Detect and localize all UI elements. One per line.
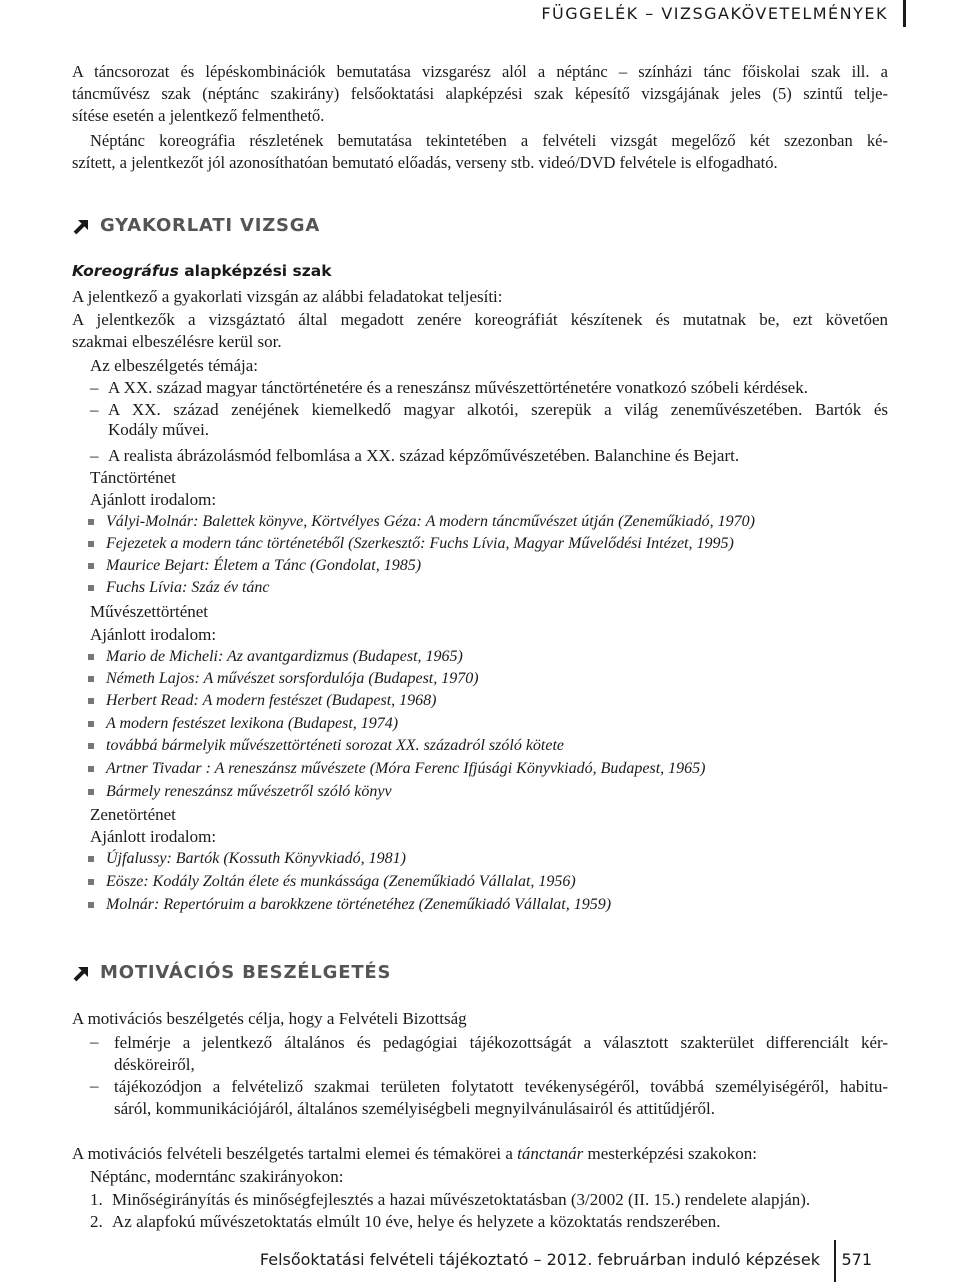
text-line: désköreiről, bbox=[114, 1055, 195, 1074]
text-line: A jelentkezők a vizsgáztató által megadott zenére koreográfiát készítenek és mutatnak be, ezt követően bbox=[72, 310, 888, 329]
emphasis: tánctanár bbox=[517, 1144, 584, 1163]
page-footer bbox=[0, 1236, 960, 1281]
bullet-square-icon bbox=[88, 654, 94, 660]
section-heading-gyakorlati bbox=[72, 215, 320, 236]
reading-text: Maurice Bejart: Életem a Tánc (Gondolat, 1985) bbox=[106, 557, 422, 574]
reading-text: Vályi-Molnár: Balettek könyve, Körtvélyes Géza: A modern táncművészet útján (Zeneműkiadó, 1970) bbox=[106, 513, 756, 530]
reading-item bbox=[88, 850, 406, 868]
text-line: sítése esetén a jelentkező felmenthető. bbox=[72, 106, 325, 125]
reading-item bbox=[88, 783, 392, 801]
reading-item bbox=[88, 896, 611, 914]
motivation-intro: A motivációs beszélgetés célja, hogy a Felvételi Bizottság bbox=[72, 1009, 467, 1028]
section-heading-motivacios bbox=[72, 962, 391, 983]
reading-text: A modern festészet lexikona (Budapest, 1974) bbox=[106, 715, 399, 732]
program-subheading bbox=[72, 262, 332, 280]
topic-item: A realista ábrázolásmód felbomlása a XX. század képzőművészetében. Balanchine és Bejart. bbox=[108, 446, 740, 465]
reading-label: Ajánlott irodalom: bbox=[90, 827, 217, 846]
intro-paragraph-1 bbox=[72, 61, 888, 127]
subject-title: Művészettörténet bbox=[90, 602, 209, 621]
text-line: táncművész szak (néptánc szakirány) felsőoktatási alapképzési szak képesítő vizsgájának jeles (5) szintű telje- bbox=[72, 84, 888, 103]
dash-marker: – bbox=[90, 1076, 99, 1095]
item-number: 2. bbox=[90, 1212, 103, 1231]
bullet-square-icon bbox=[88, 766, 94, 772]
dash-marker: – bbox=[90, 400, 99, 419]
text-line: tájékozódjon a felvételiző szakmai területen folytatott tevékenységéről, továbbá személyiségéről, habitu- bbox=[114, 1077, 888, 1096]
intro-paragraph-2 bbox=[72, 130, 888, 174]
goal-item bbox=[114, 1032, 888, 1076]
text-line: Néptánc koreográfia részletének bemutatása tekintetében a felvételi vizsgát megelőző két szezonban ké- bbox=[90, 131, 888, 150]
reading-item bbox=[88, 648, 463, 666]
bullet-square-icon bbox=[88, 585, 94, 591]
bullet-square-icon bbox=[88, 698, 94, 704]
reading-item bbox=[88, 513, 755, 531]
reading-text: Mario de Micheli: Az avantgardizmus (Budapest, 1965) bbox=[106, 648, 463, 665]
bullet-square-icon bbox=[88, 676, 94, 682]
reading-label: Ajánlott irodalom: bbox=[90, 490, 217, 509]
topic-item: A XX. század magyar tánctörténetére és a reneszánsz művészettörténetére vonatkozó szóbeli kérdések. bbox=[108, 378, 808, 397]
text-line: Kodály művei. bbox=[108, 420, 210, 439]
text-segment: mesterképzési szakokon: bbox=[583, 1144, 757, 1163]
running-header bbox=[541, 0, 888, 26]
bullet-square-icon bbox=[88, 721, 94, 727]
text-line: szakmai elbeszélésre kerül sor. bbox=[72, 332, 282, 351]
reading-label: Ajánlott irodalom: bbox=[90, 625, 217, 644]
reading-item bbox=[88, 579, 270, 597]
numbered-item: Az alapfokú művészetoktatás elmúlt 10 éve, helye és helyzete a közoktatás rendszerében. bbox=[112, 1212, 721, 1231]
bullet-square-icon bbox=[88, 563, 94, 569]
section-title: GYAKORLATI VIZSGA bbox=[100, 215, 321, 236]
text-line: sáról, kommunikációjáról, általános személyiségbeli megnyilvánulásairól és attitűdjéről. bbox=[114, 1099, 715, 1118]
reading-item bbox=[88, 692, 436, 710]
program-name: Koreográfus bbox=[72, 262, 179, 280]
arrow-icon bbox=[72, 217, 90, 235]
reading-item bbox=[88, 535, 734, 553]
bullet-square-icon bbox=[88, 743, 94, 749]
goal-item bbox=[114, 1076, 888, 1120]
text-segment: A motivációs felvételi beszélgetés tartalmi elemei és témakörei a bbox=[72, 1144, 518, 1163]
reading-item bbox=[88, 670, 479, 688]
footer-rule bbox=[834, 1240, 836, 1282]
reading-text: Fuchs Lívia: Száz év tánc bbox=[106, 579, 270, 596]
reading-text: Fejezetek a modern tánc történetéből (Szerkesztő: Fuchs Lívia, Magyar Művelődési Intézet, 1995) bbox=[106, 535, 734, 552]
bullet-square-icon bbox=[88, 879, 94, 885]
text-line: A táncsorozat és lépéskombinációk bemutatása vizsgarész alól a néptánc – színházi tánc főiskolai szak ill. a bbox=[72, 62, 888, 81]
footer-title: Felsőoktatási felvételi tájékoztató – 2012. februárban induló képzések bbox=[259, 1250, 820, 1269]
task-paragraph bbox=[72, 309, 888, 353]
reading-text: Herbert Read: A modern festészet (Budapest, 1968) bbox=[106, 692, 437, 709]
content-intro bbox=[72, 1144, 757, 1164]
page-number: 571 bbox=[841, 1250, 872, 1269]
section-title: MOTIVÁCIÓS BESZÉLGETÉS bbox=[100, 962, 392, 983]
reading-text: továbbá bármelyik művészettörténeti sorozat XX. századról szóló kötete bbox=[106, 737, 565, 754]
dash-marker: – bbox=[90, 378, 99, 397]
text-line: szített, a jelentkezőt jól azonosíthatóan bemutató előadás, verseny stb. videó/DVD felvétele is elfogadható. bbox=[72, 153, 778, 172]
specialization-label: Néptánc, moderntánc szakirányokon: bbox=[90, 1167, 344, 1186]
dash-marker: – bbox=[90, 1032, 99, 1051]
numbered-item: Minőségirányítás és minőségfejlesztés a hazai művészetoktatásban (3/2002 (II. 15.) rendelete alapján). bbox=[112, 1190, 811, 1209]
bullet-square-icon bbox=[88, 789, 94, 795]
text-line: A XX. század zenéjének kiemelkedő magyar alkotói, szerepük a világ zeneművészetében. Bartók és bbox=[108, 400, 888, 419]
reading-item bbox=[88, 760, 705, 778]
reading-text: Bármely reneszánsz művészetről szóló könyv bbox=[106, 783, 392, 800]
topic-label: Az elbeszélgetés témája: bbox=[90, 356, 259, 375]
bullet-square-icon bbox=[88, 519, 94, 525]
reading-text: Eösze: Kodály Zoltán élete és munkássága (Zeneműkiadó Vállalat, 1956) bbox=[106, 873, 576, 890]
reading-item bbox=[88, 557, 421, 575]
bullet-square-icon bbox=[88, 902, 94, 908]
task-intro: A jelentkező a gyakorlati vizsgán az alábbi feladatokat teljesíti: bbox=[72, 287, 503, 306]
bullet-square-icon bbox=[88, 541, 94, 547]
reading-text: Újfalussy: Bartók (Kossuth Könyvkiadó, 1981) bbox=[106, 850, 406, 867]
header-rule bbox=[903, 0, 906, 27]
header-title: FÜGGELÉK – VIZSGAKÖVETELMÉNYEK bbox=[541, 3, 888, 23]
reading-text: Németh Lajos: A művészet sorsfordulója (Budapest, 1970) bbox=[106, 670, 479, 687]
dash-marker: – bbox=[90, 446, 99, 465]
arrow-icon bbox=[72, 964, 90, 982]
topic-item bbox=[108, 400, 888, 440]
subject-title: Tánctörténet bbox=[90, 468, 176, 487]
reading-text: Artner Tivadar : A reneszánsz művészete (Móra Ferenc Ifjúsági Könyvkiadó, Budapest, 1965) bbox=[106, 760, 706, 777]
reading-item bbox=[88, 737, 564, 755]
item-number: 1. bbox=[90, 1190, 103, 1209]
reading-text: Molnár: Repertóruim a barokkzene történetéhez (Zeneműkiadó Vállalat, 1959) bbox=[106, 896, 612, 913]
program-type: alapképzési szak bbox=[178, 262, 332, 280]
text-line: felmérje a jelentkező általános és pedagógiai tájékozottságát a választott szakterület differenciált kér- bbox=[114, 1033, 888, 1052]
subject-title: Zenetörténet bbox=[90, 805, 176, 824]
reading-item bbox=[88, 873, 576, 891]
bullet-square-icon bbox=[88, 856, 94, 862]
reading-item bbox=[88, 715, 398, 733]
